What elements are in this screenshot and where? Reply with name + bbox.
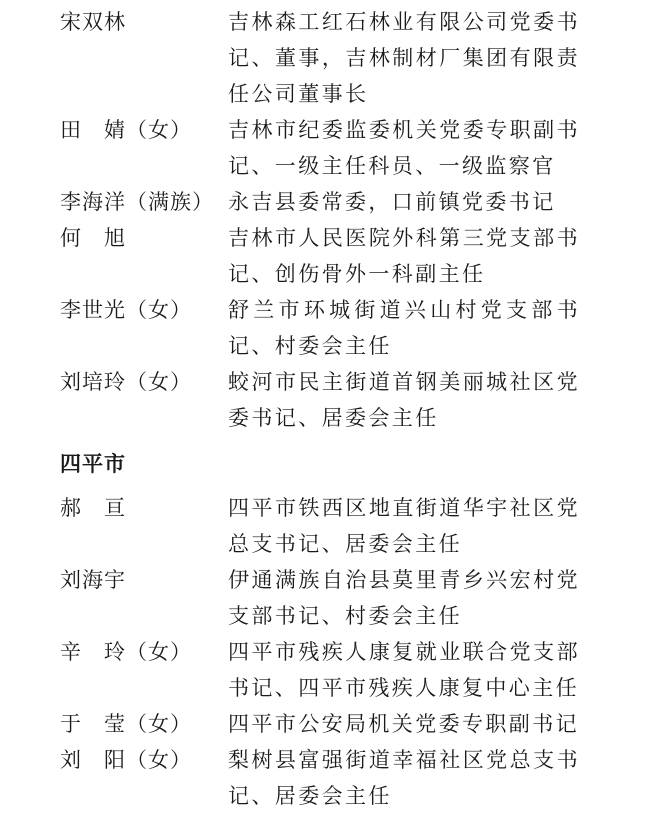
person-title: 舒兰市环城街道兴山村党支部书记、村委会主任 [228, 298, 580, 358]
list-item [0, 490, 663, 562]
person-name: 田 婧（女） [60, 118, 192, 142]
person-title: 四平市铁西区地直街道华宇社区党总支书记、居委会主任 [228, 496, 580, 556]
person-title: 四平市公安局机关党委专职副书记 [228, 712, 579, 736]
list-item [0, 220, 663, 292]
person-name: 李海洋（满族） [60, 190, 214, 214]
person-name: 宋双林 [60, 10, 126, 34]
person-name: 辛 玲（女） [60, 640, 192, 664]
section-heading-siping: 四平市 [60, 452, 126, 476]
list-item [0, 364, 663, 436]
person-name: 刘海宇 [60, 568, 126, 592]
person-name: 于 莹（女） [60, 712, 192, 736]
list-item [0, 4, 663, 112]
list-item [0, 562, 663, 634]
list-item [0, 706, 663, 742]
person-name: 李世光（女） [60, 298, 192, 322]
group1-list [0, 4, 663, 436]
person-name: 何 旭 [60, 226, 126, 250]
person-title: 吉林市纪委监委机关党委专职副书记、一级主任科员、一级监察官 [228, 118, 580, 178]
list-item [0, 634, 663, 706]
group2-list [0, 490, 663, 814]
list-item [0, 184, 663, 220]
person-name: 郝 亘 [60, 496, 126, 520]
list-item [0, 112, 663, 184]
person-name: 刘 阳（女） [60, 748, 192, 772]
person-title: 梨树县富强街道幸福社区党总支书记、居委会主任 [228, 748, 580, 808]
list-item [0, 292, 663, 364]
person-title: 伊通满族自治县莫里青乡兴宏村党支部书记、村委会主任 [228, 568, 580, 628]
person-title: 蛟河市民主街道首钢美丽城社区党委书记、居委会主任 [228, 370, 580, 430]
person-name: 刘培玲（女） [60, 370, 192, 394]
person-title: 吉林森工红石林业有限公司党委书记、董事，吉林制材厂集团有限责任公司董事长 [228, 10, 580, 106]
person-title: 四平市残疾人康复就业联合党支部书记、四平市残疾人康复中心主任 [228, 640, 580, 700]
person-title: 吉林市人民医院外科第三党支部书记、创伤骨外一科副主任 [228, 226, 580, 286]
list-item [0, 742, 663, 814]
person-title: 永吉县委常委，口前镇党委书记 [228, 190, 556, 214]
